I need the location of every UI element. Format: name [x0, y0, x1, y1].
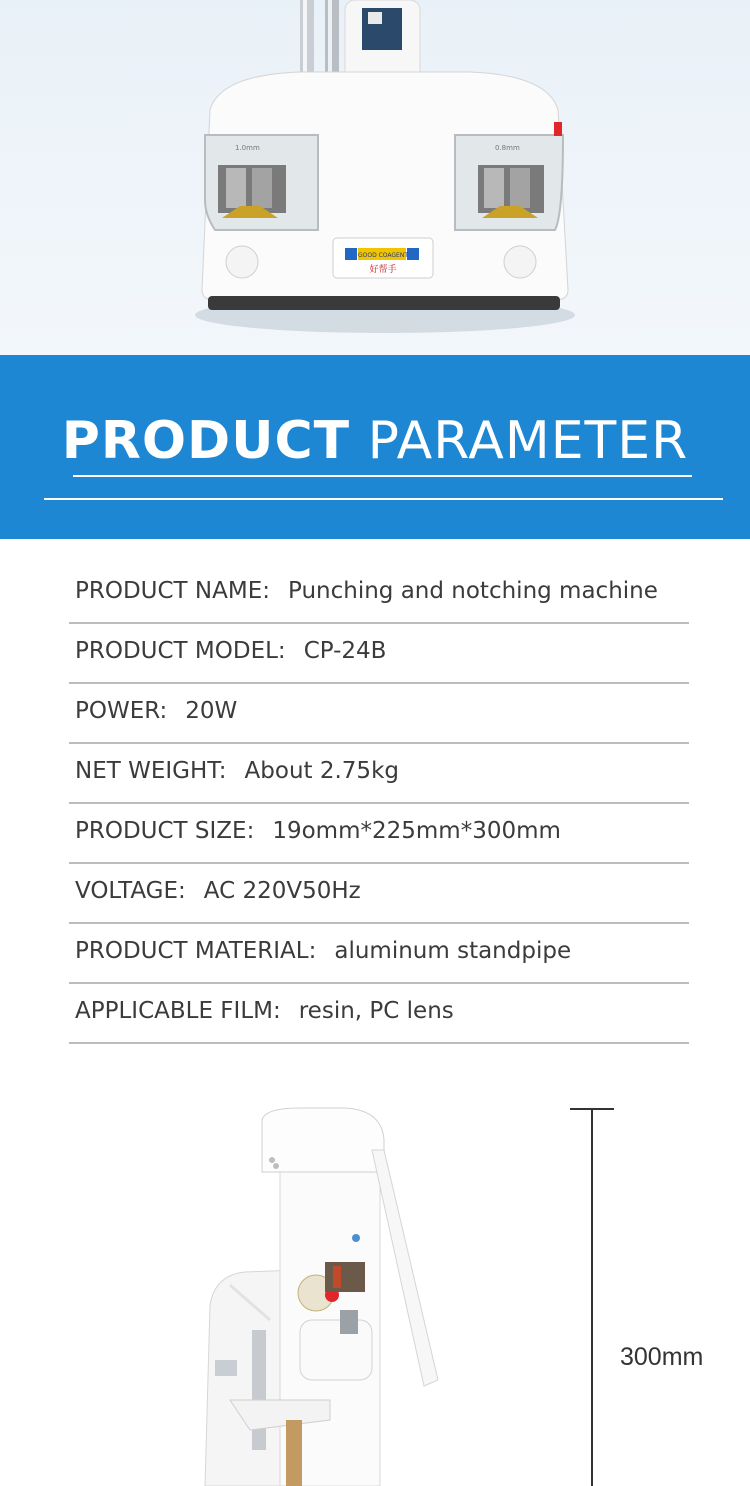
param-label: POWER: — [75, 698, 168, 724]
param-value: About 2.75kg — [244, 758, 399, 784]
badge-brand-text: GOOD COAGENT — [357, 252, 409, 259]
param-label: APPLICABLE FILM: — [75, 998, 281, 1024]
height-dimension-label: 300mm — [620, 1343, 704, 1371]
param-label: PRODUCT SIZE: — [75, 818, 255, 844]
left-window-label: 1.0mm — [235, 144, 260, 152]
param-row-product-model — [69, 624, 689, 684]
param-value: resin, PC lens — [298, 998, 454, 1024]
param-row-product-size — [69, 804, 689, 864]
bottom-product-photo — [0, 1080, 750, 1486]
param-label: PRODUCT NAME: — [75, 578, 270, 604]
param-value: 20W — [185, 698, 238, 724]
param-value: aluminum standpipe — [334, 938, 572, 964]
param-row-net-weight — [69, 744, 689, 804]
param-value: CP-24B — [303, 638, 387, 664]
banner-underline-inner — [73, 475, 692, 477]
param-row-product-name — [69, 564, 689, 624]
dimension-line — [591, 1108, 593, 1486]
param-row-voltage — [69, 864, 689, 924]
param-row-applicable-film — [69, 984, 689, 1044]
param-label: NET WEIGHT: — [75, 758, 227, 784]
product-parameter-banner — [0, 355, 750, 539]
param-label: PRODUCT MATERIAL: — [75, 938, 317, 964]
banner-title-bold: PRODUCT — [61, 411, 351, 471]
banner-title — [0, 411, 750, 471]
param-label: VOLTAGE: — [75, 878, 186, 904]
right-window-label: 0.8mm — [495, 144, 520, 152]
param-value: Punching and notching machine — [287, 578, 658, 604]
param-value: AC 220V50Hz — [203, 878, 361, 904]
banner-underline-outer — [44, 498, 723, 500]
param-row-power — [69, 684, 689, 744]
badge-chinese-text: 好帮手 — [369, 265, 397, 275]
top-product-photo — [0, 0, 750, 355]
parameter-list — [69, 564, 689, 1044]
punching-machine-front-illustration — [0, 0, 750, 355]
banner-title-light: PARAMETER — [367, 411, 689, 471]
param-label: PRODUCT MODEL: — [75, 638, 286, 664]
param-row-product-material — [69, 924, 689, 984]
punching-machine-side-illustration — [0, 1080, 750, 1486]
param-value: 19omm*225mm*300mm — [272, 818, 561, 844]
